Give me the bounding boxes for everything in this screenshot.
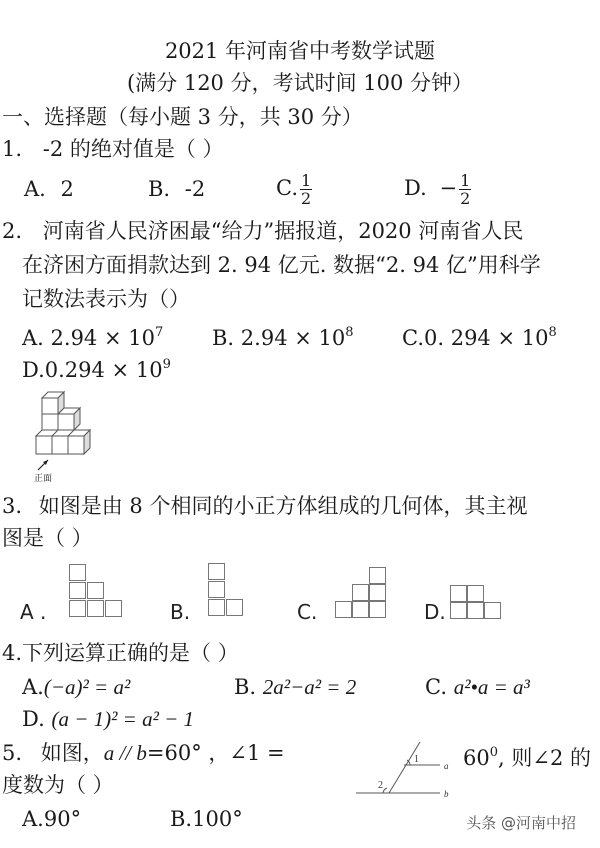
question-3-stem-line-2: 图是（ ）	[2, 526, 93, 550]
q1-option-b[interactable]: B. -2	[148, 177, 206, 201]
exam-title: 2021 年河南省中考数学试题	[164, 39, 436, 63]
question-2-stem-line-1: 2. 河南省人民济困最“给力”据报道，2020 河南省人民	[2, 219, 524, 243]
question-5-stem-continued: $60^0$, 则∠2 的	[463, 745, 591, 770]
q1-option-d[interactable]: D. − $\frac{1}{2}$	[404, 171, 471, 208]
q4-option-c[interactable]: C. a²•a = a³	[425, 675, 530, 699]
q5-option-b[interactable]: B.100°	[170, 807, 243, 831]
q2-option-a[interactable]: A. $2.94 \times 10^7$	[22, 325, 164, 350]
question-number: 2.	[2, 219, 23, 243]
question-number: 5.	[2, 741, 23, 765]
question-2-stem-line-3: 记数法表示为（）	[22, 287, 190, 311]
question-5-stem-line-1: 5. 如图，a // b=60° ，∠1 =	[2, 741, 285, 765]
fraction: $\frac{1}{2}$	[460, 171, 471, 208]
q4-option-b[interactable]: B. 2a²−a² = 2	[234, 675, 357, 699]
exam-subtitle: (满分 120 分，考试时间 100 分钟）	[126, 71, 474, 95]
fraction: $\frac{1}{2}$	[301, 171, 312, 208]
question-3-stem-line-1: 3. 如图是由 8 个相同的小正方体组成的几何体，其主视	[2, 494, 528, 518]
cube-solid-figure	[34, 396, 114, 486]
q2-option-d[interactable]: $D.0.294 \times 10^9$	[22, 357, 171, 382]
svg-text:a: a	[444, 761, 449, 771]
question-text: -2 的绝对值是（ ）	[42, 137, 224, 161]
question-number: 3.	[2, 494, 23, 518]
q4-option-d[interactable]: D. (a − 1)² = a² − 1	[22, 707, 195, 731]
question-2-stem-line-2: 在济困方面捐款达到 2. 94 亿元. 数据“2. 94 亿”用科学	[22, 253, 541, 277]
question-5-stem-line-2: 度数为（ ）	[2, 773, 114, 797]
q4-option-a[interactable]: A.(−a)² = a²	[22, 675, 131, 699]
q1-option-a[interactable]: A. 2	[24, 177, 74, 201]
q3-option-d-label[interactable]: D.	[424, 600, 446, 624]
question-number: 1.	[2, 137, 23, 161]
svg-text:1: 1	[414, 754, 419, 765]
figure-caption-front: 正面	[34, 474, 53, 484]
watermark: 头条 @河南中招	[466, 814, 576, 832]
q5-option-a[interactable]: A.90°	[22, 807, 82, 831]
q3-option-b-label[interactable]: B.	[170, 600, 191, 624]
question-4-stem: 4.下列运算正确的是（ ）	[2, 641, 239, 665]
section-heading: 一、选择题（每小题 3 分，共 30 分）	[2, 105, 363, 129]
q2-option-c[interactable]: C.0. $294 \times 10^8$	[402, 325, 557, 350]
svg-text:b: b	[444, 789, 449, 799]
q1-option-c[interactable]: C. $\frac{1}{2}$	[276, 171, 312, 208]
q2-option-b[interactable]: B. $2.94 \times 10^8$	[212, 325, 354, 350]
question-number: 4.	[2, 641, 23, 665]
q3-option-c-label[interactable]: C.	[297, 600, 318, 624]
q3-option-a-label[interactable]: A .	[20, 600, 47, 624]
question-1-stem	[2, 136, 224, 162]
svg-text:2: 2	[378, 780, 383, 791]
parallel-lines-figure	[356, 742, 466, 802]
